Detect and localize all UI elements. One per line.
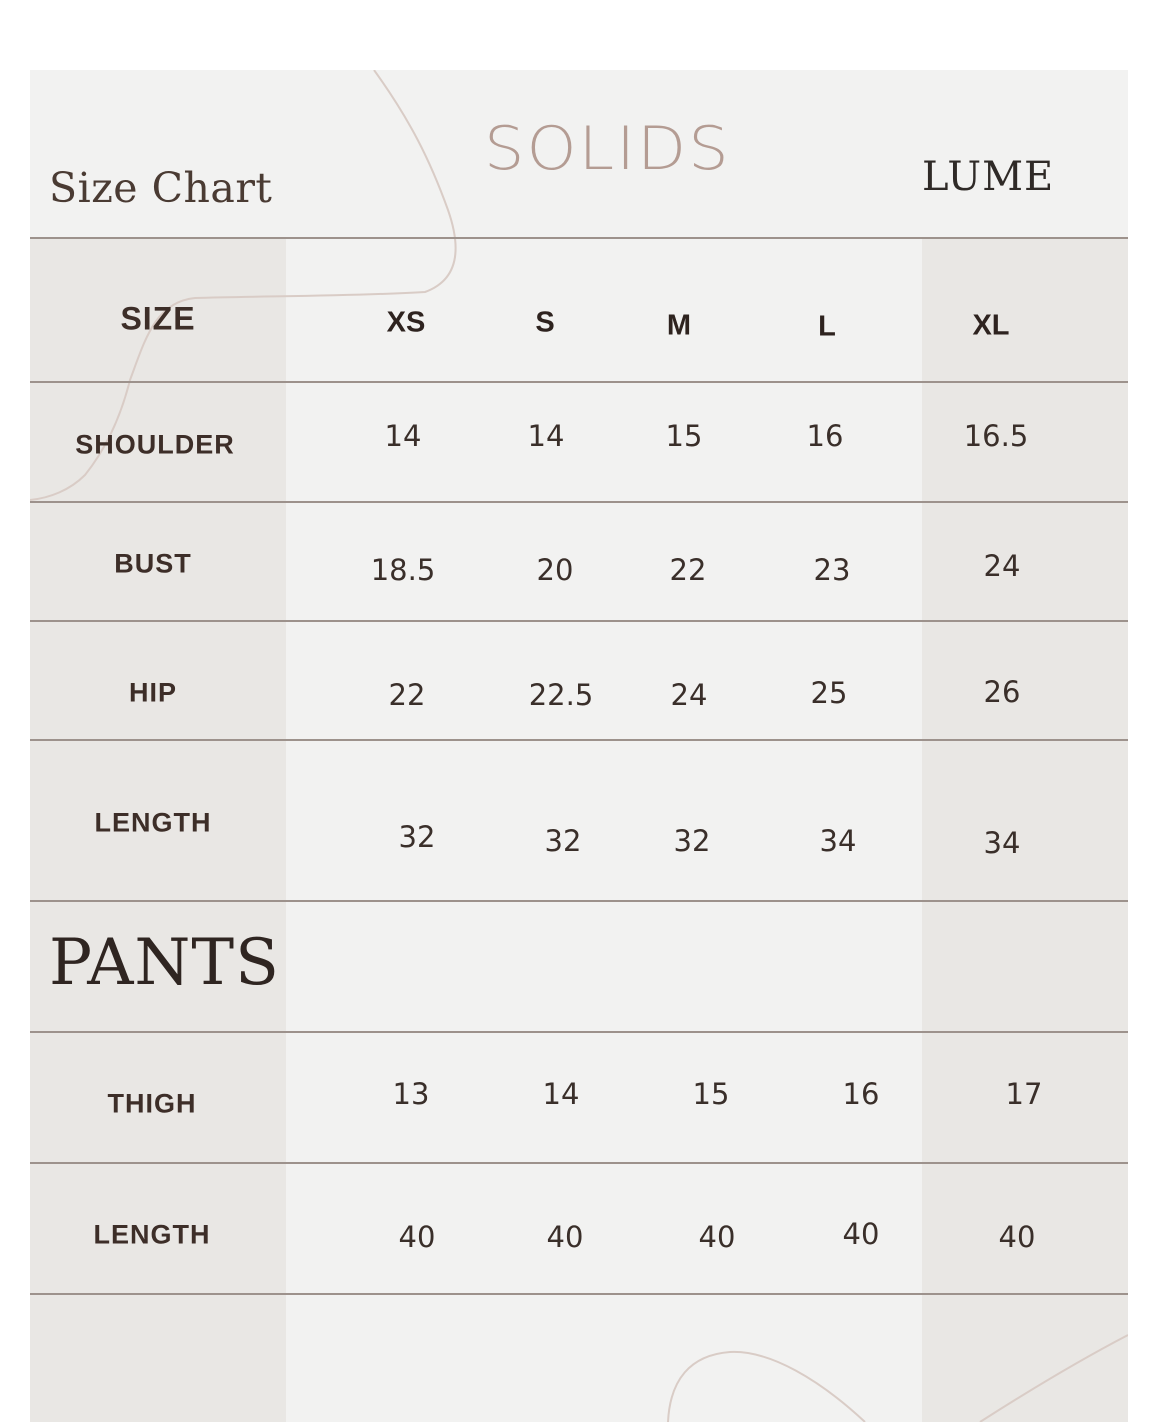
- size-header-label: SIZE: [120, 300, 196, 337]
- table-cell: 16: [806, 419, 844, 453]
- divider: [30, 237, 1128, 239]
- row-label-thigh: THIGH: [107, 1088, 197, 1119]
- row-label-length: LENGTH: [94, 807, 212, 838]
- table-cell: 34: [819, 824, 857, 858]
- size-l-header: L: [818, 310, 836, 343]
- size-xs-header: XS: [386, 306, 426, 339]
- table-cell: 15: [665, 419, 703, 453]
- size-chart-card: [30, 70, 1128, 1422]
- table-cell: 16.5: [963, 419, 1029, 453]
- size-m-header: M: [666, 309, 692, 342]
- table-cell: 40: [842, 1217, 880, 1251]
- divider: [30, 1031, 1128, 1033]
- table-cell: 25: [810, 676, 848, 710]
- table-cell: 40: [546, 1220, 584, 1254]
- row-label-bust: BUST: [114, 548, 192, 579]
- divider: [30, 739, 1128, 741]
- table-cell: 22.5: [528, 678, 594, 712]
- table-cell: 16: [842, 1077, 880, 1111]
- table-cell: 24: [670, 678, 708, 712]
- row-label-shoulder: SHOULDER: [75, 429, 235, 460]
- divider: [30, 381, 1128, 383]
- divider: [30, 900, 1128, 902]
- table-cell: 20: [536, 553, 574, 587]
- divider: [30, 501, 1128, 503]
- table-cell: 15: [692, 1077, 730, 1111]
- solids-title: SOLIDS: [484, 114, 731, 184]
- table-cell: 23: [813, 553, 851, 587]
- size-s-header: S: [535, 306, 555, 339]
- table-cell: 40: [998, 1220, 1036, 1254]
- divider: [30, 1293, 1128, 1295]
- table-cell: 18.5: [370, 553, 436, 587]
- table-cell: 32: [398, 820, 436, 854]
- size-chart-title: Size Chart: [49, 164, 273, 212]
- table-cell: 17: [1005, 1077, 1043, 1111]
- table-cell: 14: [384, 419, 422, 453]
- table-cell: 40: [698, 1220, 736, 1254]
- table-cell: 32: [673, 824, 711, 858]
- table-cell: 34: [983, 826, 1021, 860]
- divider: [30, 620, 1128, 622]
- pants-section-title: PANTS: [49, 926, 280, 1000]
- brand-logo-lume: LUME: [922, 154, 1055, 200]
- table-cell: 14: [527, 419, 565, 453]
- table-cell: 24: [983, 549, 1021, 583]
- row-label-hip: HIP: [128, 677, 178, 708]
- size-xl-header: XL: [972, 309, 1010, 342]
- table-cell: 22: [388, 678, 426, 712]
- table-cell: 13: [392, 1077, 430, 1111]
- table-cell: 14: [542, 1077, 580, 1111]
- table-cell: 22: [669, 553, 707, 587]
- table-cell: 40: [398, 1220, 436, 1254]
- divider: [30, 1162, 1128, 1164]
- row-label-pants-length: LENGTH: [93, 1219, 211, 1250]
- table-cell: 32: [544, 824, 582, 858]
- table-cell: 26: [983, 675, 1021, 709]
